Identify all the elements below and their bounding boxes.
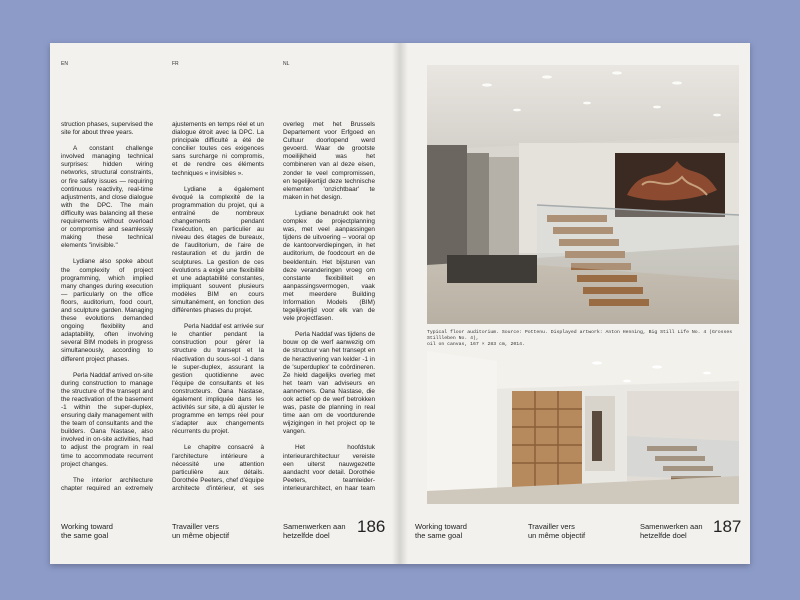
footer-title-nl: Samenwerken aan hetzelfde doel	[640, 522, 703, 540]
photo-caption: Typical floor auditorium. Source: Pottenu. Displayed artwork: Anton Henning, Big Still Life No. 4 (Grosses Stillleben No. 4), oil on canvas, 167 × 283 cm, 2014.	[427, 330, 733, 347]
footer-title-nl: Samenwerken aan hetzelfde doel	[283, 522, 346, 540]
text-column-en	[61, 121, 153, 491]
photo-staircase	[427, 65, 739, 324]
magazine-spread	[50, 43, 750, 564]
footer-title-fr: Travailler vers un même objectif	[172, 522, 230, 540]
staircase-illustration	[427, 65, 739, 324]
paragraph: Le chapitre consacré à l'architecture intérieure a nécessité une attention particulière aux détails. Dorothée Peeters, chef d'équipe architecte d'intérieur, et ses	[172, 444, 264, 491]
footer-title-en: Working toward the same goal	[61, 522, 113, 540]
photo-corridor	[427, 351, 739, 504]
footer-title-en: Working toward the same goal	[415, 522, 467, 540]
corridor-illustration	[427, 351, 739, 504]
text-column-nl	[283, 121, 375, 491]
paragraph: A constant challenge involved managing technical surprises: hidden wiring networks, structural constraints, or fire safety issues — requiring continuous reactivity, real-time adjustments, and close dialogue with the DPC. The main difficulty was balancing all these requirements without overload or compromise and seamlessly making these technical elements "invisible."	[61, 145, 153, 250]
book-gutter	[392, 43, 408, 564]
footer-title-fr: Travailler vers un même objectif	[528, 522, 586, 540]
lang-label-en: EN	[61, 61, 68, 67]
left-page	[50, 43, 400, 564]
lang-label-nl: NL	[283, 61, 290, 67]
paragraph: struction phases, supervised the site for about three years.	[61, 121, 153, 137]
paragraph: Lydiane benadrukt ook het complex de projectplanning was, met veel aanpassingen tijdens de uitvoering – vooral op de kantoorverdiepingen, in het auditorium, de foodcourt en de beeldentuin. Het bijsturen van deze veranderingen vroeg om constante flexibiliteit en aanpassingsvermogen, vaak met meerdere Building Information Models (BIM) tegelijkertijd voor elk van de vele projectfasen.	[283, 209, 375, 323]
text-column-fr	[172, 121, 264, 491]
paragraph: overleg met het Brussels Departement voor Erfgoed en Cultuur doorlopend werd gevoerd. Waar de grootste moeilijkheid was het combineren van al deze eisen, zonder te veel compromissen, en tegelijkertijd deze technische elementen 'onzichtbaar' te maken in het design.	[283, 121, 375, 201]
page-number: 187	[713, 517, 742, 536]
paragraph: Perla Naddaf was tijdens de bouw op de werf aanwezig om de structuur van het transept en de heractivering van kelder -1 in de 'superduplex' te coördineren. Ze hield dagelijks overleg met het team van adviseurs en aannemers. Oana Nastase, die ook actief op de werf betrokken was, paste de planning in real time aan om de voortdurende wijzigingen in het project op te vangen.	[283, 331, 375, 436]
page-number: 186	[357, 517, 386, 536]
paragraph: Perla Naddaf est arrivée sur le chantier pendant la construction pour gérer la structure du transept et la réactivation du sous-sol -1 dans le super-duplex, assurant la gestion quotidienne avec l'équipe de consultants et les constructeurs. Oana Nastase, également impliquée dans les activités sur site, a dû ajuster le programme en temps réel pour s'adapter aux changements récurrents du projet.	[172, 323, 264, 436]
paragraph: Lydiane also spoke about the complexity of project programming, which implied many changes during execution — particularly on the office floors, auditorium, food court, and sculpture garden. Managing these evolutions demanded ongoing flexibility and adaptability, often involving several BIM models in progress simultaneously, according to different project phases.	[61, 258, 153, 363]
right-page	[400, 43, 750, 564]
paragraph: ajustements en temps réel et un dialogue étroit avec la DPC. La principale difficulté a été de concilier toutes ces exigences sans surcharge ni compromis, et de rendre ces éléments techniques « invisibles ».	[172, 121, 264, 177]
paragraph: Perla Naddaf arrived on-site during construction to manage the structure of the transept and the reactivation of the basement -1 within the super-duplex, ensuring daily management with the team of consultants and the builders. Oana Nastase, also involved in on-site activities, had to adjust the program in real time to accommodate recurrent project changes.	[61, 371, 153, 468]
lang-label-fr: FR	[172, 61, 179, 67]
paragraph: The interior architecture chapter required an extremely	[61, 476, 153, 491]
paragraph: Lydiane a également évoqué la complexité de la programmation du projet, qui a entraîné de nombreux changements pendant l'exécution, en particulier au niveau des étages de bureaux, de l'auditorium, de l'aire de restauration et du jardin de sculptures. La gestion de ces évolutions a exigé une flexibilité et une adaptabilité constantes, impliquant souvent plusieurs modèles BIM en cours simultanément, en fonction des différentes phases du projet.	[172, 185, 264, 315]
paragraph: Het hoofdstuk interieurarchitectuur vereiste een uiterst nauwgezette aandacht voor detail. Dorothée Peeters, teamleider-interieurarchitect, en haar team	[283, 444, 375, 491]
